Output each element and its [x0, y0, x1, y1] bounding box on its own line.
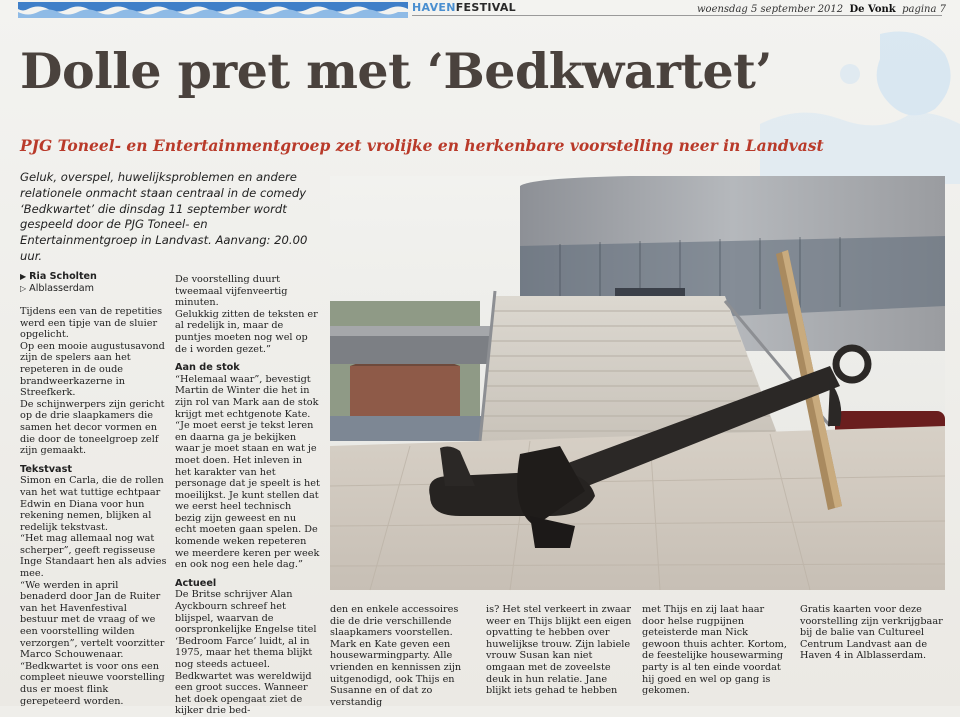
- column1-paragraph-1: Tijdens een van de repetities werd een tipje van de sluier opgelicht.: [20, 306, 163, 341]
- article-column-4: [486, 604, 632, 697]
- bullet-triangle-outline-icon: ▷: [20, 284, 27, 293]
- subheadline: PJG Toneel- en Entertainmentgroep zet vrolijke en herkenbare voorstelling neer in Landvast: [20, 136, 824, 155]
- paper-name: De Vonk: [849, 4, 896, 15]
- column2-paragraph-3: “Helemaal waar”, bevestigt Martin de Winter die het in zijn rol van Mark aan de stok krijgt met echtgenote Kate.: [175, 373, 319, 420]
- column1-paragraph-6: “We werden in april benaderd door Jan de Ruiter van het Havenfestival bestuur met de vraag of we een voorstelling wilden verzorgen”, vertelt voorzitter Marco Schouwenaar.: [20, 579, 165, 661]
- article-column-6: [800, 604, 946, 662]
- column3-text: den en enkele accessoires die de drie verschillende slaapkamers voorstellen. Mark en Kate geven een housewarmingparty. Alle vrienden en kennissen zijn uitgenodigd, ook Thijs en Susanne en of dat zo verstandig: [330, 604, 462, 708]
- bullet-triangle-icon: ▶: [20, 272, 27, 281]
- section-label: [412, 1, 516, 14]
- column2-paragraph-2: Gelukkig zitten de teksten er al redelijk in, maar de puntjes moeten nog wel op de i worden gezet.”: [175, 308, 318, 355]
- page-number: pagina 7: [902, 4, 946, 15]
- column1-paragraph-2: Op een mooie augustusavond zijn de spelers aan het repeteren in de oude brandweerkazerne in Streefkerk.: [20, 340, 165, 399]
- anchor-photo: [330, 176, 945, 590]
- subheading-aan-de-stok: Aan de stok: [175, 362, 240, 374]
- column5-text: met Thijs en zij laat haar door helse rugpijnen geteisterde man Nick gewoon thuis achter. Kortom, de feestelijke housewarming party is al ten einde voordat hij goed en wel op gang is gekomen.: [642, 604, 787, 697]
- column2-paragraph-6: Bedkwartet was wereldwijd een groot succes. Wanneer het doek opengaat ziet de kijker drie bed-: [175, 670, 312, 717]
- subheading-actueel: Actueel: [175, 577, 217, 589]
- author-place: Alblasserdam: [29, 283, 95, 294]
- column6-text: Gratis kaarten voor deze voorstelling zijn verkrijgbaar bij de balie van Cultureel Centrum Landvast aan de Haven 4 in Alblasserdam.: [800, 604, 943, 662]
- anchor-photo-illustration: [330, 176, 945, 590]
- intro-paragraph: Geluk, overspel, huwelijksproblemen en andere relationele onmacht staan centraal in de comedy ‘Bedkwartet’ die dinsdag 11 september wordt gespeeld door de PJG Toneel- en Entertainmentgroep in Landvast. Aanvang: 20.00 uur.: [20, 170, 308, 263]
- wave-decoration-icon: [18, 0, 408, 20]
- headline: Dolle pret met ‘Bedkwartet’: [20, 42, 772, 100]
- article-column-1: [20, 271, 167, 707]
- column4-text: is? Het stel verkeert in zwaar weer en Thijs blijkt een eigen opvatting te hebben over huwelijkse trouw. Zijn labiele vrouw Susan kan niet omgaan met de zoveelste deuk in hun relatie. Jane blijkt iets gehad te hebben: [486, 604, 632, 697]
- column1-paragraph-3: De schijnwerpers zijn gericht op de drie slaapkamers die samen het decor vormen en die door de toneelgroep zelf zijn gemaakt.: [20, 398, 165, 457]
- column2-paragraph-5: De Britse schrijver Alan Ayckbourn schreef het blijspel, waarvan de oorspronkelijke Engelse titel ‘Bedroom Farce’ luidt, al in 1975, maar het thema blijkt nog steeds actueel.: [175, 589, 317, 670]
- byline: [20, 271, 167, 295]
- column1-paragraph-5: “Het mag allemaal nog wat scherper”, geeft regisseuse Inge Standaart hen als advies mee.: [20, 533, 167, 580]
- issue-date: woensdag 5 september 2012: [696, 4, 844, 15]
- article-column-3: [330, 604, 476, 708]
- column2-paragraph-1: De voorstelling duurt tweemaal vijfenveertig minuten.: [175, 274, 288, 309]
- article-column-2: [175, 274, 320, 717]
- article-column-5: [642, 604, 788, 697]
- column2-paragraph-4: “Je moet eerst je tekst leren en daarna ga je bekijken waar je moet staan en wat je moet doen. Het inleven in het karakter van het personage dat je speelt is het moeilijkst. Je kunt stellen dat we eerst heel technisch bezig zijn geweest en nu echt moeten gaan spelen. De komende weken repeteren we meerdere keren per week en ook nog een hele dag.”: [175, 420, 320, 571]
- section-label-part2: FESTIVAL: [455, 1, 516, 14]
- author-name: Ria Scholten: [29, 271, 97, 282]
- subheading-tekstvast: Tekstvast: [20, 463, 72, 475]
- section-label-part1: HAVEN: [412, 1, 456, 14]
- column1-paragraph-4: Simon en Carla, die de rollen van het wat tuttige echtpaar Edwin en Diana voor hun rekening nemen, blijken al redelijk tekstvast.: [20, 475, 164, 533]
- column1-paragraph-7: “Bedkwartet is voor ons een compleet nieuwe voorstelling dus er moest flink gerepeteerd worden.: [20, 660, 165, 707]
